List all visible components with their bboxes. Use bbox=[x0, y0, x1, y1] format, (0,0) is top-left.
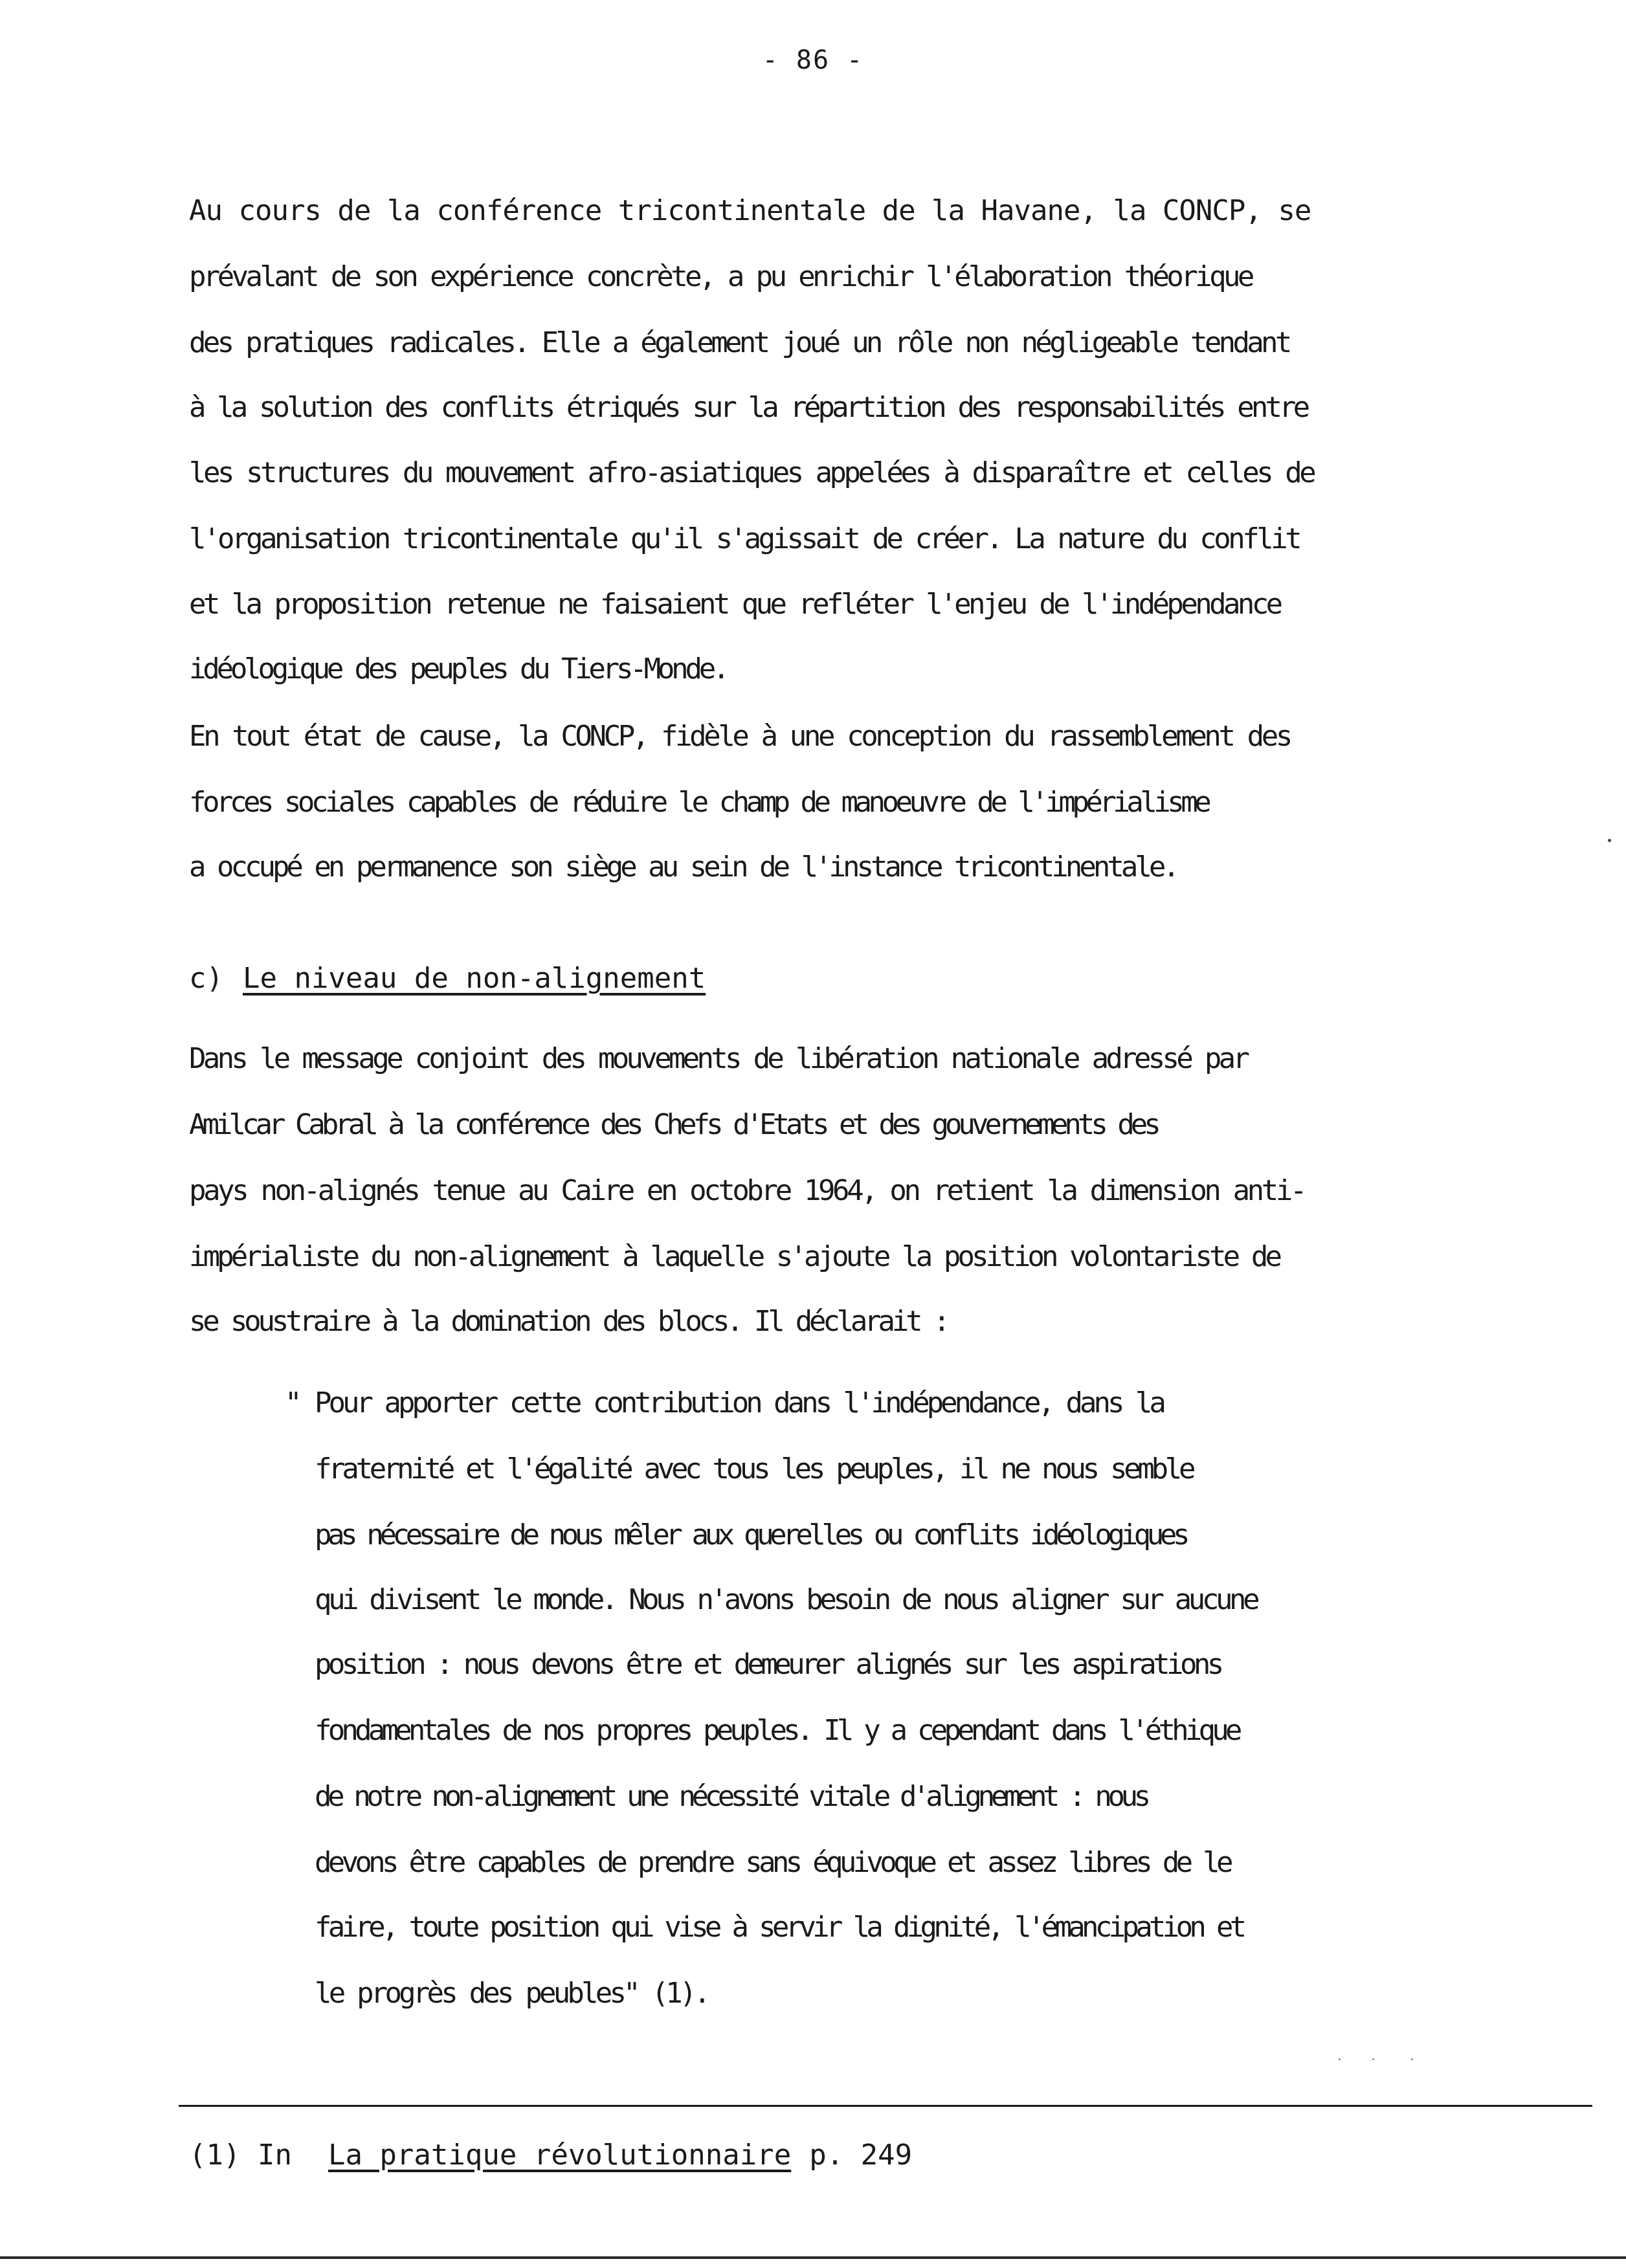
quote-line: le progrès des peubles" (1). bbox=[315, 1977, 708, 2010]
scan-speck bbox=[1608, 839, 1611, 842]
footnote bbox=[189, 2141, 912, 2170]
quote-line: faire, toute position qui vise à servir la dignité, l'émancipation et bbox=[315, 1911, 1243, 1944]
paragraph1-line: à la solution des conflits étriqués sur la répartition des responsabilités entre bbox=[189, 391, 1308, 424]
quote-line: pas nécessaire de nous mêler aux querelles ou conflits idéologiques bbox=[315, 1518, 1186, 1551]
paragraph3-line: Amilcar Cabral à la conférence des Chefs d'Etats et des gouvernements des bbox=[189, 1108, 1157, 1141]
page-number: - 86 - bbox=[762, 45, 864, 75]
quote-line: qui divisent le monde. Nous n'avons besoin de nous aligner sur aucune bbox=[315, 1583, 1257, 1616]
quote-open-mark: " bbox=[285, 1386, 302, 1419]
scan-speck bbox=[1372, 2058, 1374, 2060]
paragraph1-line: des pratiques radicales. Elle a également joué un rôle non négligeable tendant bbox=[189, 326, 1289, 359]
footnote-page: p. 249 bbox=[809, 2139, 913, 2172]
quote-line: fondamentales de nos propres peuples. Il y a cependant dans l'éthique bbox=[315, 1714, 1239, 1747]
paragraph3-line: Dans le message conjoint des mouvements de libération nationale adressé par bbox=[189, 1042, 1247, 1075]
quote-line: de notre non-alignement une nécessité vitale d'alignement : nous bbox=[315, 1780, 1147, 1813]
paragraph1-line: et la proposition retenue ne faisaient que refléter l'enjeu de l'indépendance bbox=[189, 588, 1280, 621]
paragraph3-line: impérialiste du non-alignement à laquelle s'ajoute la position volontariste de bbox=[189, 1240, 1280, 1273]
section-heading bbox=[189, 964, 706, 993]
paragraph2-line: forces sociales capables de réduire le champ de manoeuvre de l'impérialisme bbox=[189, 786, 1208, 819]
paragraph1-line: l'organisation tricontinentale qu'il s'agissait de créer. La nature du conflit bbox=[189, 522, 1300, 555]
scan-speck bbox=[1411, 2058, 1413, 2060]
footnote-ref: (1) In bbox=[189, 2139, 292, 2172]
paragraph3-line: pays non-alignés tenue au Caire en octobre 1964, on retient la dimension anti- bbox=[189, 1174, 1305, 1207]
paragraph1-line: les structures du mouvement afro-asiatiques appelées à disparaître et celles de bbox=[189, 456, 1314, 489]
paragraph3-line: se soustraire à la domination des blocs. Il déclarait : bbox=[189, 1305, 947, 1338]
paragraph2-line: En tout état de cause, la CONCP, fidèle à une conception du rassemblement des bbox=[189, 720, 1290, 753]
paragraph1-line: Au cours de la conférence tricontinentale de la Havane, la CONCP, se bbox=[189, 194, 1311, 227]
quote-line: devons être capables de prendre sans équivoque et assez libres de le bbox=[315, 1846, 1230, 1879]
paragraph2-line: a occupé en permanence son siège au sein de l'instance tricontinentale. bbox=[189, 850, 1177, 884]
paragraph1-line: prévalant de son expérience concrète, a pu enrichir l'élaboration théorique bbox=[189, 260, 1252, 293]
quote-line: position : nous devons être et demeurer alignés sur les aspirations bbox=[315, 1648, 1221, 1681]
paragraph1-line: idéologique des peuples du Tiers-Monde. bbox=[189, 652, 727, 685]
scan-speck bbox=[1339, 2058, 1341, 2060]
scan-bottom-edge bbox=[0, 2256, 1626, 2259]
footnote-source-title: La pratique révolutionnaire bbox=[328, 2139, 792, 2172]
quote-line: fraternité et l'égalité avec tous les peuples, il ne nous semble bbox=[315, 1452, 1193, 1485]
footnote-separator bbox=[179, 2105, 1592, 2107]
section-label: c) bbox=[189, 962, 223, 995]
section-title: Le niveau de non-alignement bbox=[242, 962, 706, 995]
quote-line: Pour apporter cette contribution dans l'indépendance, dans la bbox=[315, 1386, 1163, 1419]
